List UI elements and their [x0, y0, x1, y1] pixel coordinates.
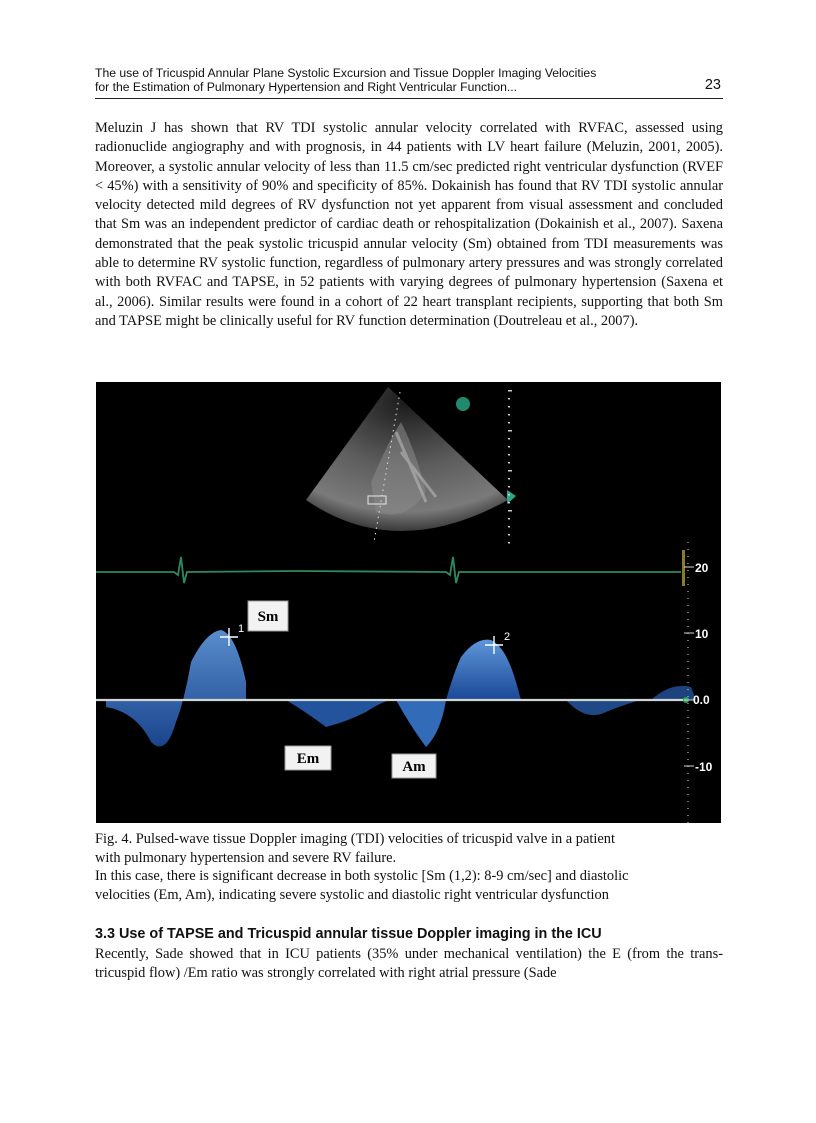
- label-em: Em: [296, 751, 320, 767]
- figure-caption: [95, 830, 723, 904]
- depth-tick: [508, 486, 510, 488]
- depth-tick: [508, 494, 510, 496]
- caption-line-4: velocities (Em, Am), indicating severe systolic and diastolic right ventricular dysfunction: [95, 886, 609, 903]
- depth-tick: [508, 438, 510, 440]
- depth-tick: [508, 398, 510, 400]
- depth-tick: [508, 430, 512, 432]
- cursor-1-label: 1: [238, 623, 245, 635]
- caption-line-2: with pulmonary hypertension and severe RV failure.: [95, 849, 397, 866]
- scale-label-20: 20: [695, 561, 709, 575]
- label-em-box: [285, 746, 331, 770]
- scale-label-minus-10: -10: [695, 760, 713, 774]
- depth-tick: [508, 478, 510, 480]
- section-heading: 3.3 Use of TAPSE and Tricuspid annular tissue Doppler imaging in the ICU: [95, 926, 602, 942]
- depth-tick: [508, 422, 510, 424]
- depth-tick: [508, 470, 512, 472]
- label-sm-box: [248, 601, 288, 631]
- page-number: 23: [704, 77, 721, 93]
- caption-line-1: Fig. 4. Pulsed-wave tissue Doppler imaging (TDI) velocities of tricuspid valve in a patient: [95, 831, 615, 847]
- depth-tick: [508, 454, 510, 456]
- depth-tick: [508, 542, 510, 544]
- ecg-end-marker: [682, 550, 685, 586]
- probe-orientation-dot: [456, 397, 470, 411]
- figure-tdi-doppler: [96, 382, 721, 823]
- depth-tick: [508, 518, 510, 520]
- depth-tick: [508, 534, 510, 536]
- depth-tick: [508, 502, 510, 504]
- depth-tick: [508, 462, 510, 464]
- cursor-2-label: 2: [504, 631, 511, 643]
- label-sm: Sm: [257, 609, 279, 625]
- running-header: [95, 66, 723, 94]
- caption-line-3: In this case, there is significant decrease in both systolic [Sm (1,2): 8-9 cm/sec] and diastolic: [95, 868, 629, 885]
- header-title-line-1: The use of Tricuspid Annular Plane Systolic Excursion and Tissue Doppler Imaging Velocities: [95, 66, 597, 80]
- depth-tick: [508, 406, 510, 408]
- depth-tick: [508, 510, 512, 512]
- depth-tick: [508, 414, 510, 416]
- depth-tick: [508, 526, 510, 528]
- header-divider: [95, 98, 723, 99]
- header-title-line-2: for the Estimation of Pulmonary Hypertension and Right Ventricular Function...: [95, 80, 518, 94]
- label-am-box: [392, 754, 436, 778]
- label-am: Am: [402, 759, 426, 775]
- depth-tick: [508, 390, 512, 392]
- scale-label-10: 10: [695, 627, 709, 641]
- paragraph-tdi-studies: Meluzin J has shown that RV TDI systolic annular velocity correlated with RVFAC, assessed using radionuclide angiography and with prognosis, in 44 patients with LV heart failure (Meluzin, 2001, 2005). Moreover, a systolic annular velocity of less than 11.5 cm/sec predicted right ventricular dysfunction (RVEF < 45%) with a sensitivity of 90% and specificity of 85%. Dokainish has found that RV TDI systolic annular velocity detected mild degrees of RV dysfunction not yet apparent from visual assessment and concluded that Sm was an independent predictor of cardiac death or rehospitalization (Dokainish et al., 2007). Saxena demonstrated that the peak systolic tricuspid annular velocity (Sm) obtained from TDI measurements was able to determine RV systolic function, regardless of pulmonary artery pressures and was strongly correlated with both RVFAC and TAPSE, in 52 patients with varying degrees of pulmonary hypertension (Saxena et al., 2006). Similar results were found in a cohort of 22 heart transplant recipients, supporting that both Sm and TAPSE might be clinically useful for RV function determination (Doutreleau et al., 2007).: [95, 120, 723, 329]
- scale-label-0: 0.0: [693, 693, 710, 707]
- depth-tick: [508, 446, 510, 448]
- paragraph-icu: Recently, Sade showed that in ICU patients (35% under mechanical ventilation) the E (from the trans-tricuspid flow) /Em ratio was strongly correlated with right atrial pressure (Sade: [95, 946, 723, 982]
- doppler-image: [96, 382, 721, 823]
